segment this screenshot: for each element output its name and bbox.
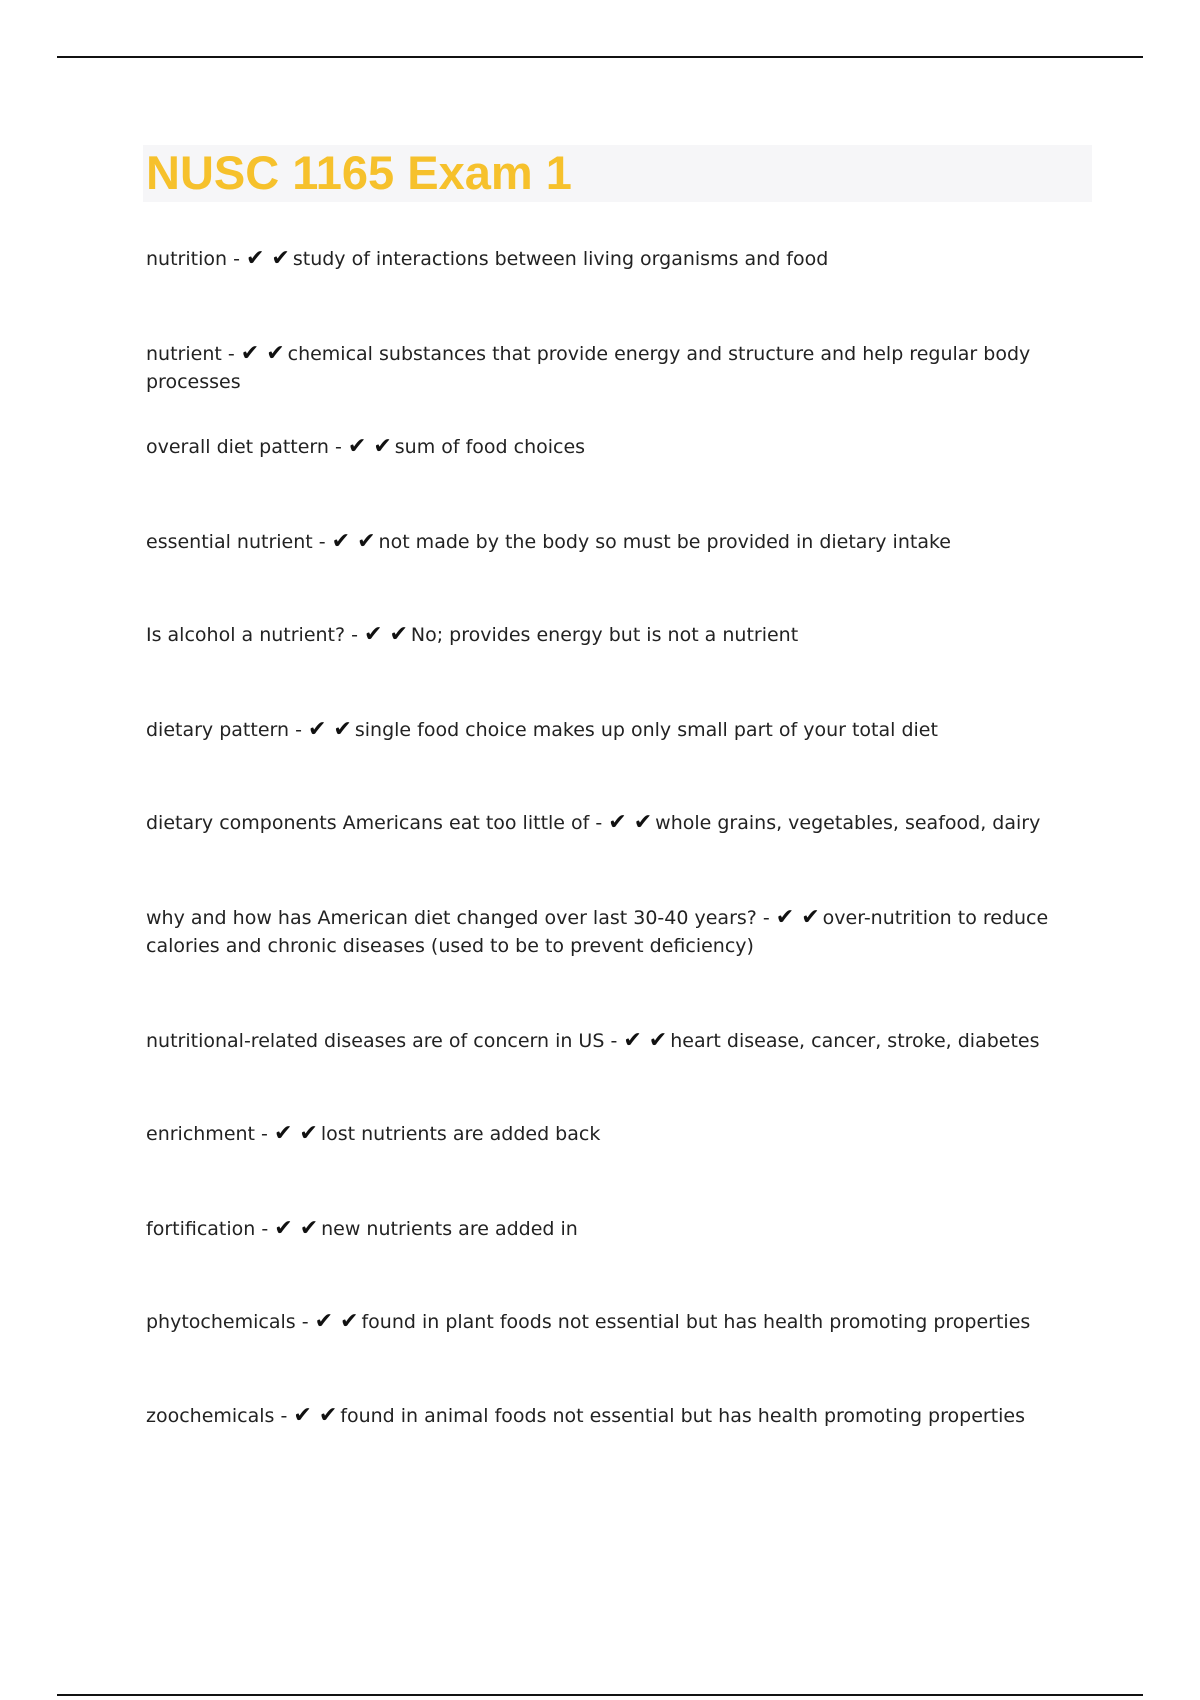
card-term: dietary pattern xyxy=(146,719,290,741)
card-definition: not made by the body so must be provided in dietary intake xyxy=(378,531,951,553)
flashcard xyxy=(146,340,1096,396)
flashcard xyxy=(146,904,1096,960)
card-separator: - xyxy=(328,436,348,458)
card-definition: heart disease, cancer, stroke, diabetes xyxy=(670,1030,1040,1052)
check-icon: ✔ xyxy=(801,905,820,930)
check-icon: ✔ xyxy=(299,1121,318,1146)
check-icon: ✔ xyxy=(648,1028,668,1053)
flashcard xyxy=(146,433,1096,461)
check-icon: ✔ xyxy=(240,341,260,366)
card-definition: study of interactions between living organisms and food xyxy=(292,248,829,270)
check-icon: ✔ xyxy=(340,1309,359,1334)
card-term: why and how has American diet changed over last 30-40 years? xyxy=(146,907,757,929)
check-icon: ✔ xyxy=(299,1216,319,1241)
check-icon: ✔ xyxy=(271,246,290,271)
card-term: phytochemicals xyxy=(146,1311,296,1333)
check-icon: ✔ xyxy=(273,1121,293,1146)
card-term: zoochemicals xyxy=(146,1405,275,1427)
flashcard xyxy=(146,716,1096,744)
check-icon: ✔ xyxy=(347,434,367,459)
flashcard xyxy=(146,1027,1096,1055)
card-term: overall diet pattern xyxy=(146,436,329,458)
bottom-rule xyxy=(57,1694,1143,1696)
flashcard xyxy=(146,1308,1096,1336)
flashcard xyxy=(146,1120,1096,1148)
card-definition: over-nutrition to reduce calories and chronic diseases (used to be to prevent deficiency) xyxy=(146,907,1049,957)
flashcard xyxy=(146,528,1096,556)
check-icon: ✔ xyxy=(274,1216,293,1241)
check-icon: ✔ xyxy=(293,1403,312,1428)
check-icon: ✔ xyxy=(608,810,627,835)
flashcard xyxy=(146,1215,1096,1243)
card-separator: - xyxy=(345,624,365,646)
card-separator: - xyxy=(604,1030,624,1052)
flashcard xyxy=(146,809,1096,837)
flashcard xyxy=(146,1402,1096,1430)
card-separator: - xyxy=(756,907,776,929)
card-definition: No; provides energy but is not a nutrient xyxy=(410,624,799,646)
card-term: nutrient xyxy=(146,343,222,365)
card-separator: - xyxy=(255,1218,275,1240)
check-icon: ✔ xyxy=(314,1309,334,1334)
check-icon: ✔ xyxy=(364,622,383,647)
card-separator: - xyxy=(312,531,332,553)
card-definition: whole grains, vegetables, seafood, dairy xyxy=(655,812,1041,834)
check-icon: ✔ xyxy=(307,717,327,742)
card-term: Is alcohol a nutrient? xyxy=(146,624,346,646)
card-definition: sum of food choices xyxy=(394,436,586,458)
card-definition: chemical substances that provide energy and structure and help regular body processes xyxy=(146,343,1031,393)
card-term: dietary components Americans eat too little of xyxy=(146,812,590,834)
card-separator: - xyxy=(255,1123,274,1145)
card-separator: - xyxy=(274,1405,294,1427)
card-term: essential nutrient xyxy=(146,531,313,553)
card-separator: - xyxy=(589,812,609,834)
page-title: NUSC 1165 Exam 1 xyxy=(146,146,572,199)
top-rule xyxy=(57,56,1143,58)
check-icon: ✔ xyxy=(331,529,351,554)
check-icon: ✔ xyxy=(245,246,265,271)
card-definition: found in animal foods not essential but has health promoting properties xyxy=(340,1405,1026,1427)
check-icon: ✔ xyxy=(318,1403,338,1428)
card-term: fortification xyxy=(146,1218,256,1240)
card-term: nutrition xyxy=(146,248,228,270)
card-separator: - xyxy=(289,719,308,741)
check-icon: ✔ xyxy=(633,810,653,835)
card-term: enrichment xyxy=(146,1123,255,1145)
check-icon: ✔ xyxy=(373,434,392,459)
card-definition: lost nutrients are added back xyxy=(320,1123,601,1145)
check-icon: ✔ xyxy=(357,529,376,554)
card-definition: single food choice makes up only small part of your total diet xyxy=(354,719,938,741)
check-icon: ✔ xyxy=(775,905,795,930)
flashcard xyxy=(146,245,1096,273)
card-separator: - xyxy=(227,248,246,270)
card-term: nutritional-related diseases are of concern in US xyxy=(146,1030,605,1052)
check-icon: ✔ xyxy=(389,622,408,647)
card-separator: - xyxy=(295,1311,315,1333)
check-icon: ✔ xyxy=(623,1028,642,1053)
check-icon: ✔ xyxy=(333,717,352,742)
flashcard xyxy=(146,621,1096,649)
check-icon: ✔ xyxy=(266,341,285,366)
card-separator: - xyxy=(221,343,241,365)
card-definition: new nutrients are added in xyxy=(321,1218,578,1240)
card-definition: found in plant foods not essential but has health promoting properties xyxy=(361,1311,1031,1333)
